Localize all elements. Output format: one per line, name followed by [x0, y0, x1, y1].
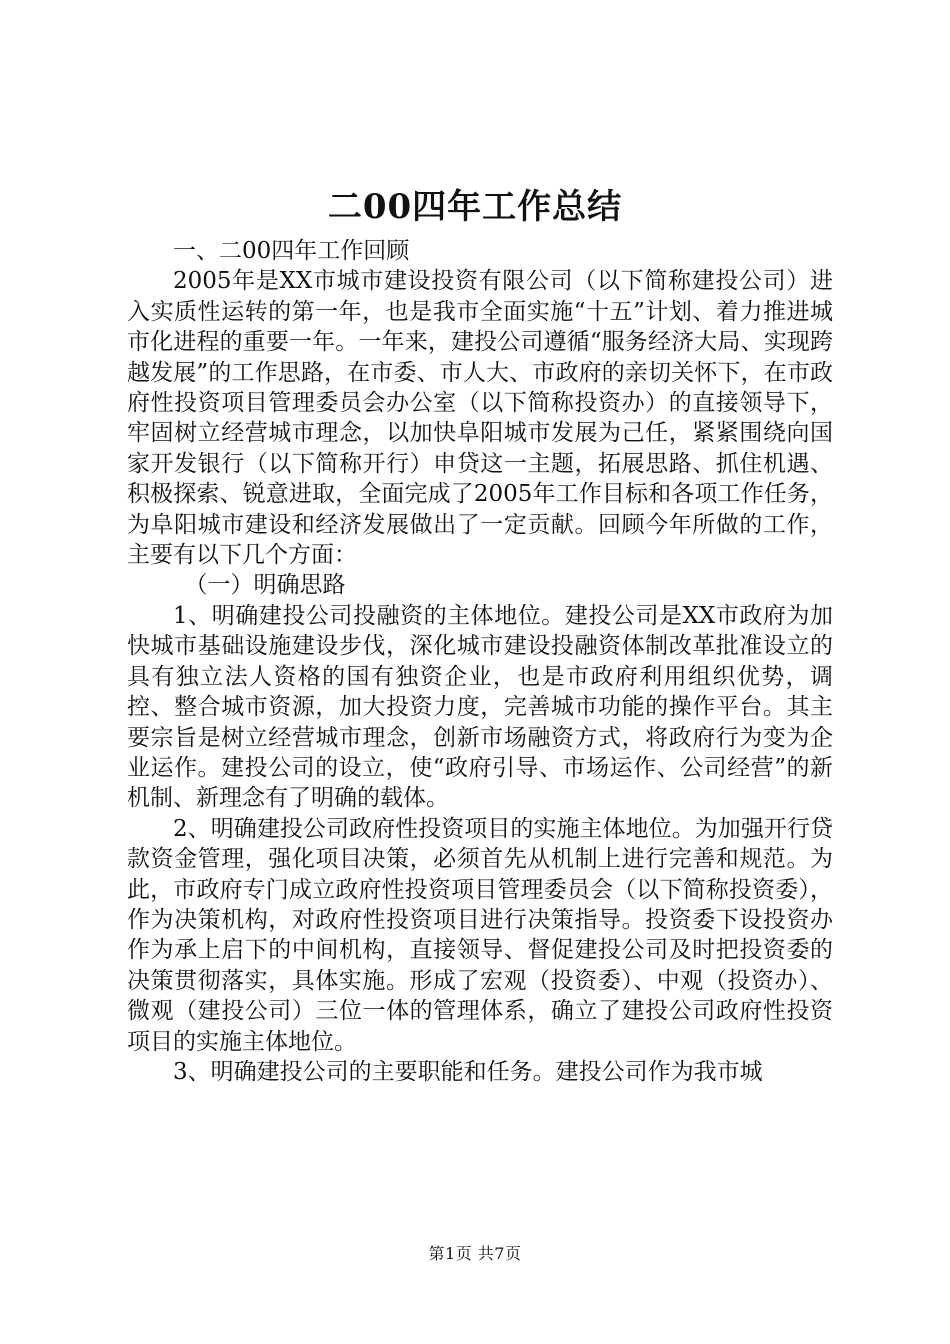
body-paragraph: 3、明确建投公司的主要职能和任务。建投公司作为我市城	[173, 1058, 763, 1085]
page-footer: 第1页 共7页	[428, 1244, 522, 1263]
document-title: 二00四年工作总结	[327, 187, 623, 227]
document-body	[127, 236, 833, 1087]
subsection-heading: （一）明确思路	[184, 572, 346, 599]
body-paragraph: 1、明确建投公司投融资的主体地位。建投公司是XX市政府为加快城市基础设施建设步伐，深化城市建设投融资体制改革批准设立的具有独立法人资格的国有独资企业，也是市政府利用组织优势，调控、整合城市资源，加大投资力度，完善城市功能的操作平台。其主要宗旨是树立经营城市理念，创新市场融资方式，将政府行为变为企业运作。建投公司的设立，使“政府引导、市场运作、公司经营”的新机制、新理念有了明确的载体。	[127, 602, 833, 812]
body-paragraph: 2、明确建投公司政府性投资项目的实施主体地位。为加强开行贷款资金管理，强化项目决策，必须首先从机制上进行完善和规范。为此，市政府专门成立政府性投资项目管理委员会（以下简称投资委），作为决策机构，对政府性投资项目进行决策指导。投资委下设投资办作为承上启下的中间机构，直接领导、督促建投公司及时把投资委的决策贯彻落实，具体实施。形成了宏观（投资委）、中观（投资办）、微观（建投公司）三位一体的管理体系，确立了建投公司政府性投资项目的实施主体地位。	[127, 815, 833, 1055]
section-heading: 一、二00四年工作回顾	[173, 238, 410, 264]
body-paragraph: 2005年是XX市城市建设投资有限公司（以下简称建投公司）进入实质性运转的第一年，也是我市全面实施“十五”计划、着力推进城市化进程的重要一年。一年来，建投公司遵循“服务经济大局、实现跨越发展”的工作思路，在市委、市人大、市政府的亲切关怀下，在市政府性投资项目管理委员会办公室（以下简称投资办）的直接领导下，牢固树立经营城市理念，以加快阜阳城市发展为己任，紧紧围绕向国家开发银行（以下简称开行）申贷这一主题，拓展思路、抓住机遇、积极探索、锐意进取，全面完成了2005年工作目标和各项工作任务，为阜阳城市建设和经济发展做出了一定贡献。回顾今年所做的工作，主要有以下几个方面：	[127, 268, 833, 569]
